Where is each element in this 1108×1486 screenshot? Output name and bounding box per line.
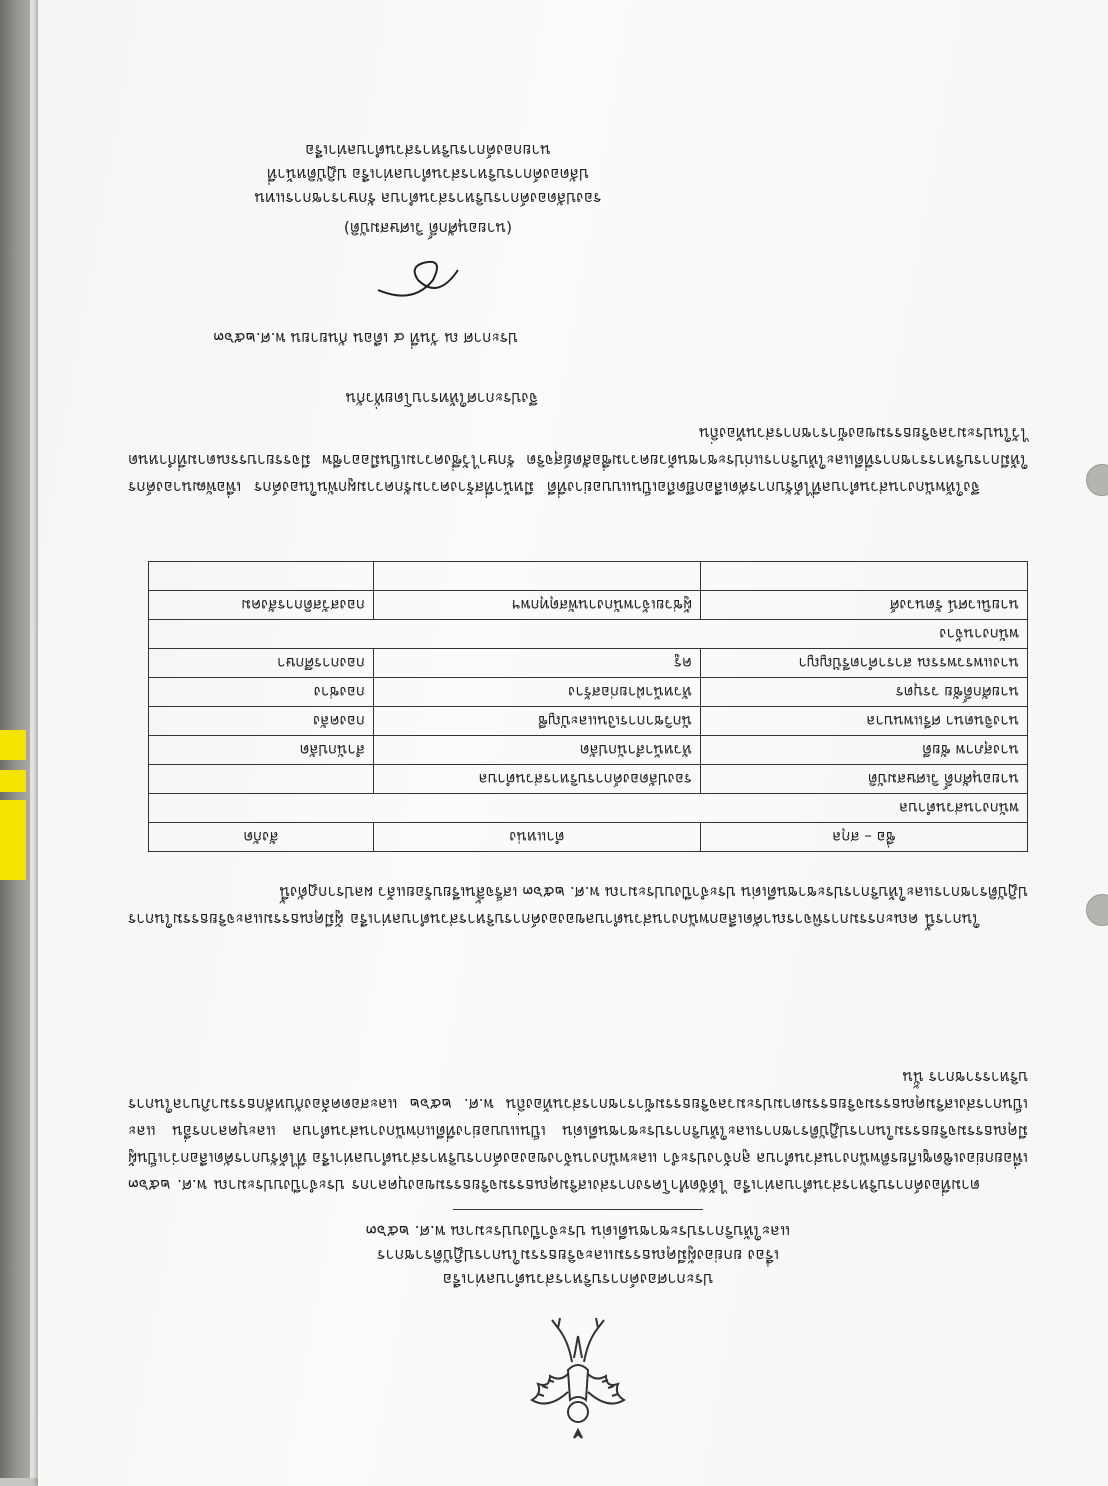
cell-position: หัวหน้าสำนักปลัด (374, 736, 701, 765)
signer-position-1: รองปลัดองค์การบริหารส่วนตำบล รักษาราชการแทน (254, 189, 602, 207)
yellow-tab (0, 800, 26, 880)
cell-position: ผู้ช่วยเจ้าพนักงานพัสดุทุกพฯ (374, 591, 701, 620)
table-row (149, 707, 1028, 736)
cell-department: สำนักปลัด (149, 736, 374, 765)
cell-department: กองการศึกษา (149, 649, 374, 678)
cell-department: กองสวัสดิการสังคม (149, 591, 374, 620)
cell-name: นายอนุศักดิ์ วิเศษสมบัติ (701, 765, 1028, 794)
document-content (128, 20, 1028, 1460)
header-department: สังกัด (149, 823, 374, 852)
table-row (149, 736, 1028, 765)
table-row (149, 678, 1028, 707)
staff-table (148, 561, 1028, 852)
cell-name: นายนิเวศน์ รัตนวงศ์ (701, 591, 1028, 620)
cell-position: รองปลัดองค์การบริหารส่วนตำบล (374, 765, 701, 794)
garuda-emblem-icon (528, 1310, 628, 1440)
cell-department: กองคลัง (149, 707, 374, 736)
group-label: พนักงานส่วนตำบล (149, 794, 1028, 823)
cell-department: กองช่าง (149, 678, 374, 707)
cell-name (701, 562, 1028, 591)
yellow-tab (0, 730, 26, 760)
signer-position-2: ปลัดองค์การบริหารส่วนตำบลท่าเรือ ปฏิบัติหน้าที่ (267, 165, 590, 183)
header-line-1: ประกาศองค์การบริหารส่วนตำบลท่าเรือ (442, 1270, 714, 1289)
cell-position: หัวหน้าฝ่ายก่อสร้าง (374, 678, 701, 707)
paragraph-1: ตามที่องค์การบริหารส่วนตำบลท่าเรือ ได้จัดทำโครงการส่งเสริมคุณธรรมจริยธรรมของบุคลากร ประจำปีงบประมาณ พ.ศ. ๒๕๖๓ เพื่อยกย่องเชิดชูเกียรติพนักงานส่วนตำบล ลูกจ้างประจำ และพนักงานจ้างขององค์การบริหารส่วนตำบลท่าเรือ ที่ได้รับการคัดเลือกว่าเป็นผู้มีคุณธรรมจริยธรรมในการปฏิบัติราชการและให้บริการประชาชนดีเด่น เป็นแบบอย่างที่ดีแก่พนักงานส่วนตำบล และบุคลากรอื่น และเป็นการส่งเสริมคุณธรรมจริยธรรมตามประมวลจริยธรรมข้าราชการส่วนท้องถิ่น พ.ศ. ๒๕๖๒ และสอดคล้องกับหลักธรรมาภิบาลในการบริหารราชการ นั้น (128, 1068, 1028, 1194)
cell-department (149, 765, 374, 794)
yellow-tab (0, 770, 26, 792)
signer-name: (นายอนุศักดิ์ วิเศษสมบัติ) (343, 219, 513, 237)
table-row (149, 649, 1028, 678)
cell-name: นายศักดิ์ชัย วรบุตร (701, 678, 1028, 707)
punch-hole (1086, 464, 1108, 496)
header-line-2: เรื่อง ยกย่องผู้มีคุณธรรมและจริยธรรมในการปฏิบัติราชการ (376, 1246, 780, 1265)
announce-date: ประกาศ ณ วันที่ ๔ เดือน กันยายน พ.ศ.๒๕๖๓ (213, 329, 518, 347)
paragraph-3: จึงให้พนักงานส่วนตำบลที่ได้รับการคัดเลือกยึดถือเป็นแบบอย่างที่ดี มีหน้าที่สร้างความรักความผูกพันในองค์กร เพื่อพัฒนาองค์กรให้มีการบริหารราชการที่ดีและให้บริการแก่ประชาชนด้วยความซื่อสัตย์สุจริต รักษาไว้ซึ่งความเป็นมืออาชีพ มีจรรยาบรรณตามที่กำหนดไว้ในประมวลจริยธรรมของข้าราชการส่วนท้องถิ่น (128, 424, 1028, 496)
header-name: ชื่อ – สกุล (701, 823, 1028, 852)
table-row (149, 591, 1028, 620)
table-row (149, 765, 1028, 794)
cell-name: นางจินตนา ศรีแพนบาล (701, 707, 1028, 736)
table-header-row (149, 823, 1028, 852)
header-position: ตำแหน่ง (374, 823, 701, 852)
cell-position: นักวิชาการเงินและบัญชี (374, 707, 701, 736)
cell-name: นางสุภาพ ชัยดี (701, 736, 1028, 765)
signer-position-3: นายกองค์การบริหารส่วนตำบลท่าเรือ (305, 141, 551, 159)
header-divider (453, 1209, 703, 1210)
announce-line: จึงประกาศให้ทราบโดยทั่วกัน (345, 389, 538, 407)
cell-department (149, 562, 374, 591)
cell-name: นางแพรวพรรณ สาราคำตรีปัญญา (701, 649, 1028, 678)
table-group-row (149, 620, 1028, 649)
group-label: พนักงานจ้าง (149, 620, 1028, 649)
table-row (149, 562, 1028, 591)
cell-position (374, 562, 701, 591)
signature (368, 250, 468, 310)
header-line-3: และให้บริการประชาชนดีเด่น ประจำปีงบประมาณ พ.ศ. ๒๕๖๓ (365, 1222, 791, 1241)
punch-hole (1086, 894, 1108, 926)
table-group-row (149, 794, 1028, 823)
paragraph-2: ในการนี้ คณะกรรมการพิจารณาคัดเลือกพนักงานส่วนตำบลขององค์การบริหารส่วนตำบลท่าเรือ ผู้มีคุณธรรมและจริยธรรมในการปฏิบัติราชการและให้บริการประชาชนดีเด่น ประจำปีงบประมาณ พ.ศ. ๒๕๖๓ เสร็จสิ้นเรียบร้อยแล้ว ผลปรากฏดังนี้ (128, 883, 1028, 928)
cell-position: ครู (374, 649, 701, 678)
